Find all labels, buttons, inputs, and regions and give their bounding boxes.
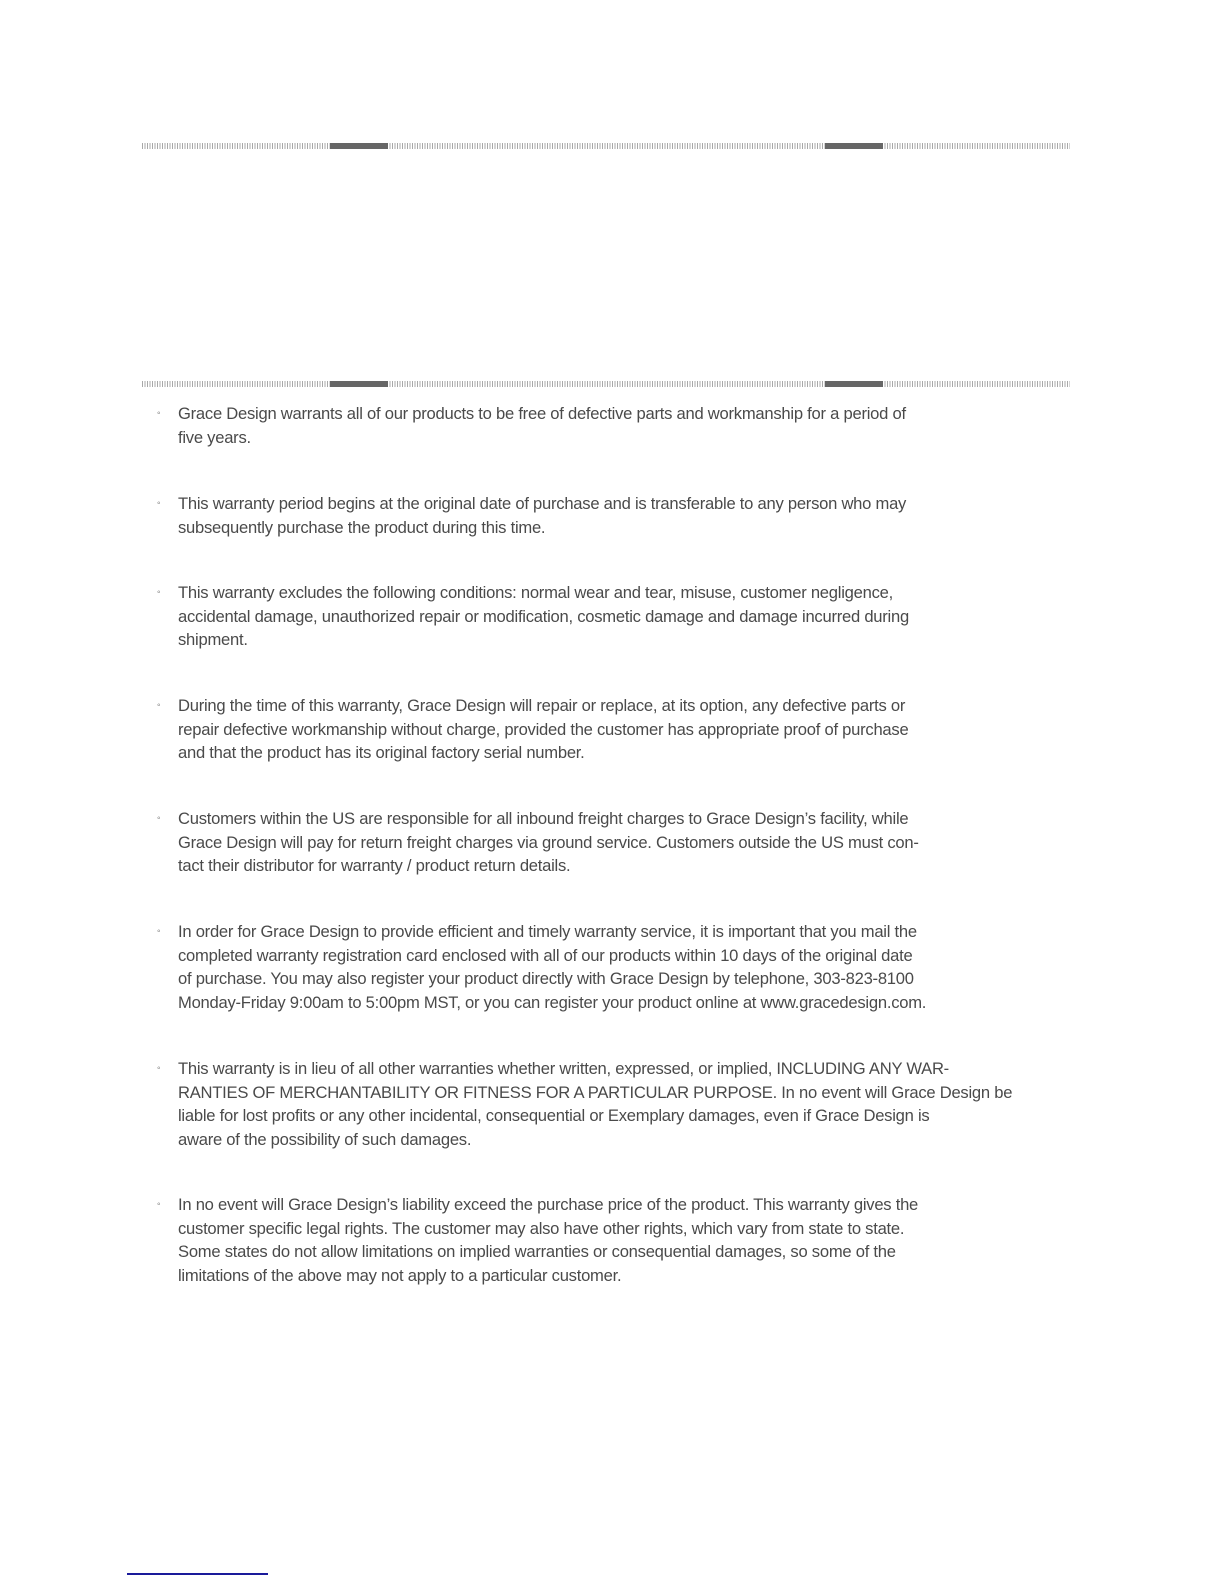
paragraph-line: Grace Design will pay for return freight charges via ground service. Customers outside the US must con- xyxy=(178,832,919,852)
paragraph-line: repair defective workmanship without charge, provided the customer has appropriate proof of purchase xyxy=(178,719,909,739)
warranty-list-item xyxy=(157,402,1058,449)
paragraph-line: tact their distributor for warranty / product return details. xyxy=(178,856,571,876)
bullet-icon: ◦ xyxy=(157,700,161,711)
paragraph-line: This warranty excludes the following conditions: normal wear and tear, misuse, customer negligence, xyxy=(178,583,893,602)
paragraph-line: customer specific legal rights. The customer may also have other rights, which vary from state to state. xyxy=(178,1218,905,1238)
paragraph-line: limitations of the above may not apply to a particular customer. xyxy=(178,1265,622,1285)
warranty-list-item xyxy=(157,492,1058,539)
paragraph-line: RANTIES OF MERCHANTABILITY OR FITNESS FOR A PARTICULAR PURPOSE. In no event will Grace Design be xyxy=(178,1082,1013,1102)
section-divider-rule xyxy=(142,381,1070,387)
paragraph-line: of purchase. You may also register your product directly with Grace Design by telephone, 303-823-8100 xyxy=(178,969,914,989)
warranty-list-item xyxy=(157,807,1058,878)
paragraph-line: and that the product has its original factory serial number. xyxy=(178,743,585,763)
paragraph-line: Monday-Friday 9:00am to 5:00pm MST, or you can register your product online at www.gracedesign.com. xyxy=(178,992,927,1012)
paragraph-line: This warranty is in lieu of all other warranties whether written, expressed, or implied, INCLUDING ANY WAR- xyxy=(178,1059,949,1078)
paragraph-line: Grace Design warrants all of our products to be free of defective parts and workmanship for a period of xyxy=(178,404,906,423)
paragraph-line: five years. xyxy=(178,427,251,447)
warranty-list-item xyxy=(157,694,1058,765)
footnote-separator-line xyxy=(127,1573,268,1575)
warranty-list-item xyxy=(157,1193,1058,1287)
bullet-icon: ◦ xyxy=(157,1199,161,1210)
bullet-icon: ◦ xyxy=(157,1063,161,1074)
warranty-list-item xyxy=(157,581,1058,652)
paragraph-line: In order for Grace Design to provide efficient and timely warranty service, it is important that you mail the xyxy=(178,922,917,941)
paragraph-line: aware of the possibility of such damages. xyxy=(178,1129,472,1149)
warranty-list-item xyxy=(157,920,1058,1014)
paragraph-line: Customers within the US are responsible for all inbound freight charges to Grace Design’s facility, while xyxy=(178,809,909,828)
paragraph-line: subsequently purchase the product during this time. xyxy=(178,517,546,537)
paragraph-line: completed warranty registration card enclosed with all of our products within 10 days of the original date xyxy=(178,945,913,965)
top-divider-rule xyxy=(142,143,1070,149)
paragraph-line: In no event will Grace Design’s liability exceed the purchase price of the product. This warranty gives the xyxy=(178,1195,919,1214)
bullet-icon: ◦ xyxy=(157,587,161,598)
paragraph-line: liable for lost profits or any other incidental, consequential or Exemplary damages, even if Grace Design is xyxy=(178,1106,930,1126)
paragraph-line: This warranty period begins at the original date of purchase and is transferable to any person who may xyxy=(178,494,907,513)
bullet-icon: ◦ xyxy=(157,926,161,937)
paragraph-line: accidental damage, unauthorized repair or modification, cosmetic damage and damage incurred during xyxy=(178,606,909,626)
bullet-icon: ◦ xyxy=(157,498,161,509)
bullet-icon: ◦ xyxy=(157,408,161,419)
paragraph-line: Some states do not allow limitations on implied warranties or consequential damages, so some of the xyxy=(178,1242,896,1262)
paragraph-line: During the time of this warranty, Grace Design will repair or replace, at its option, any defective parts or xyxy=(178,696,906,715)
paragraph-line: shipment. xyxy=(178,630,248,650)
warranty-list-item xyxy=(157,1057,1058,1151)
bullet-icon: ◦ xyxy=(157,813,161,824)
